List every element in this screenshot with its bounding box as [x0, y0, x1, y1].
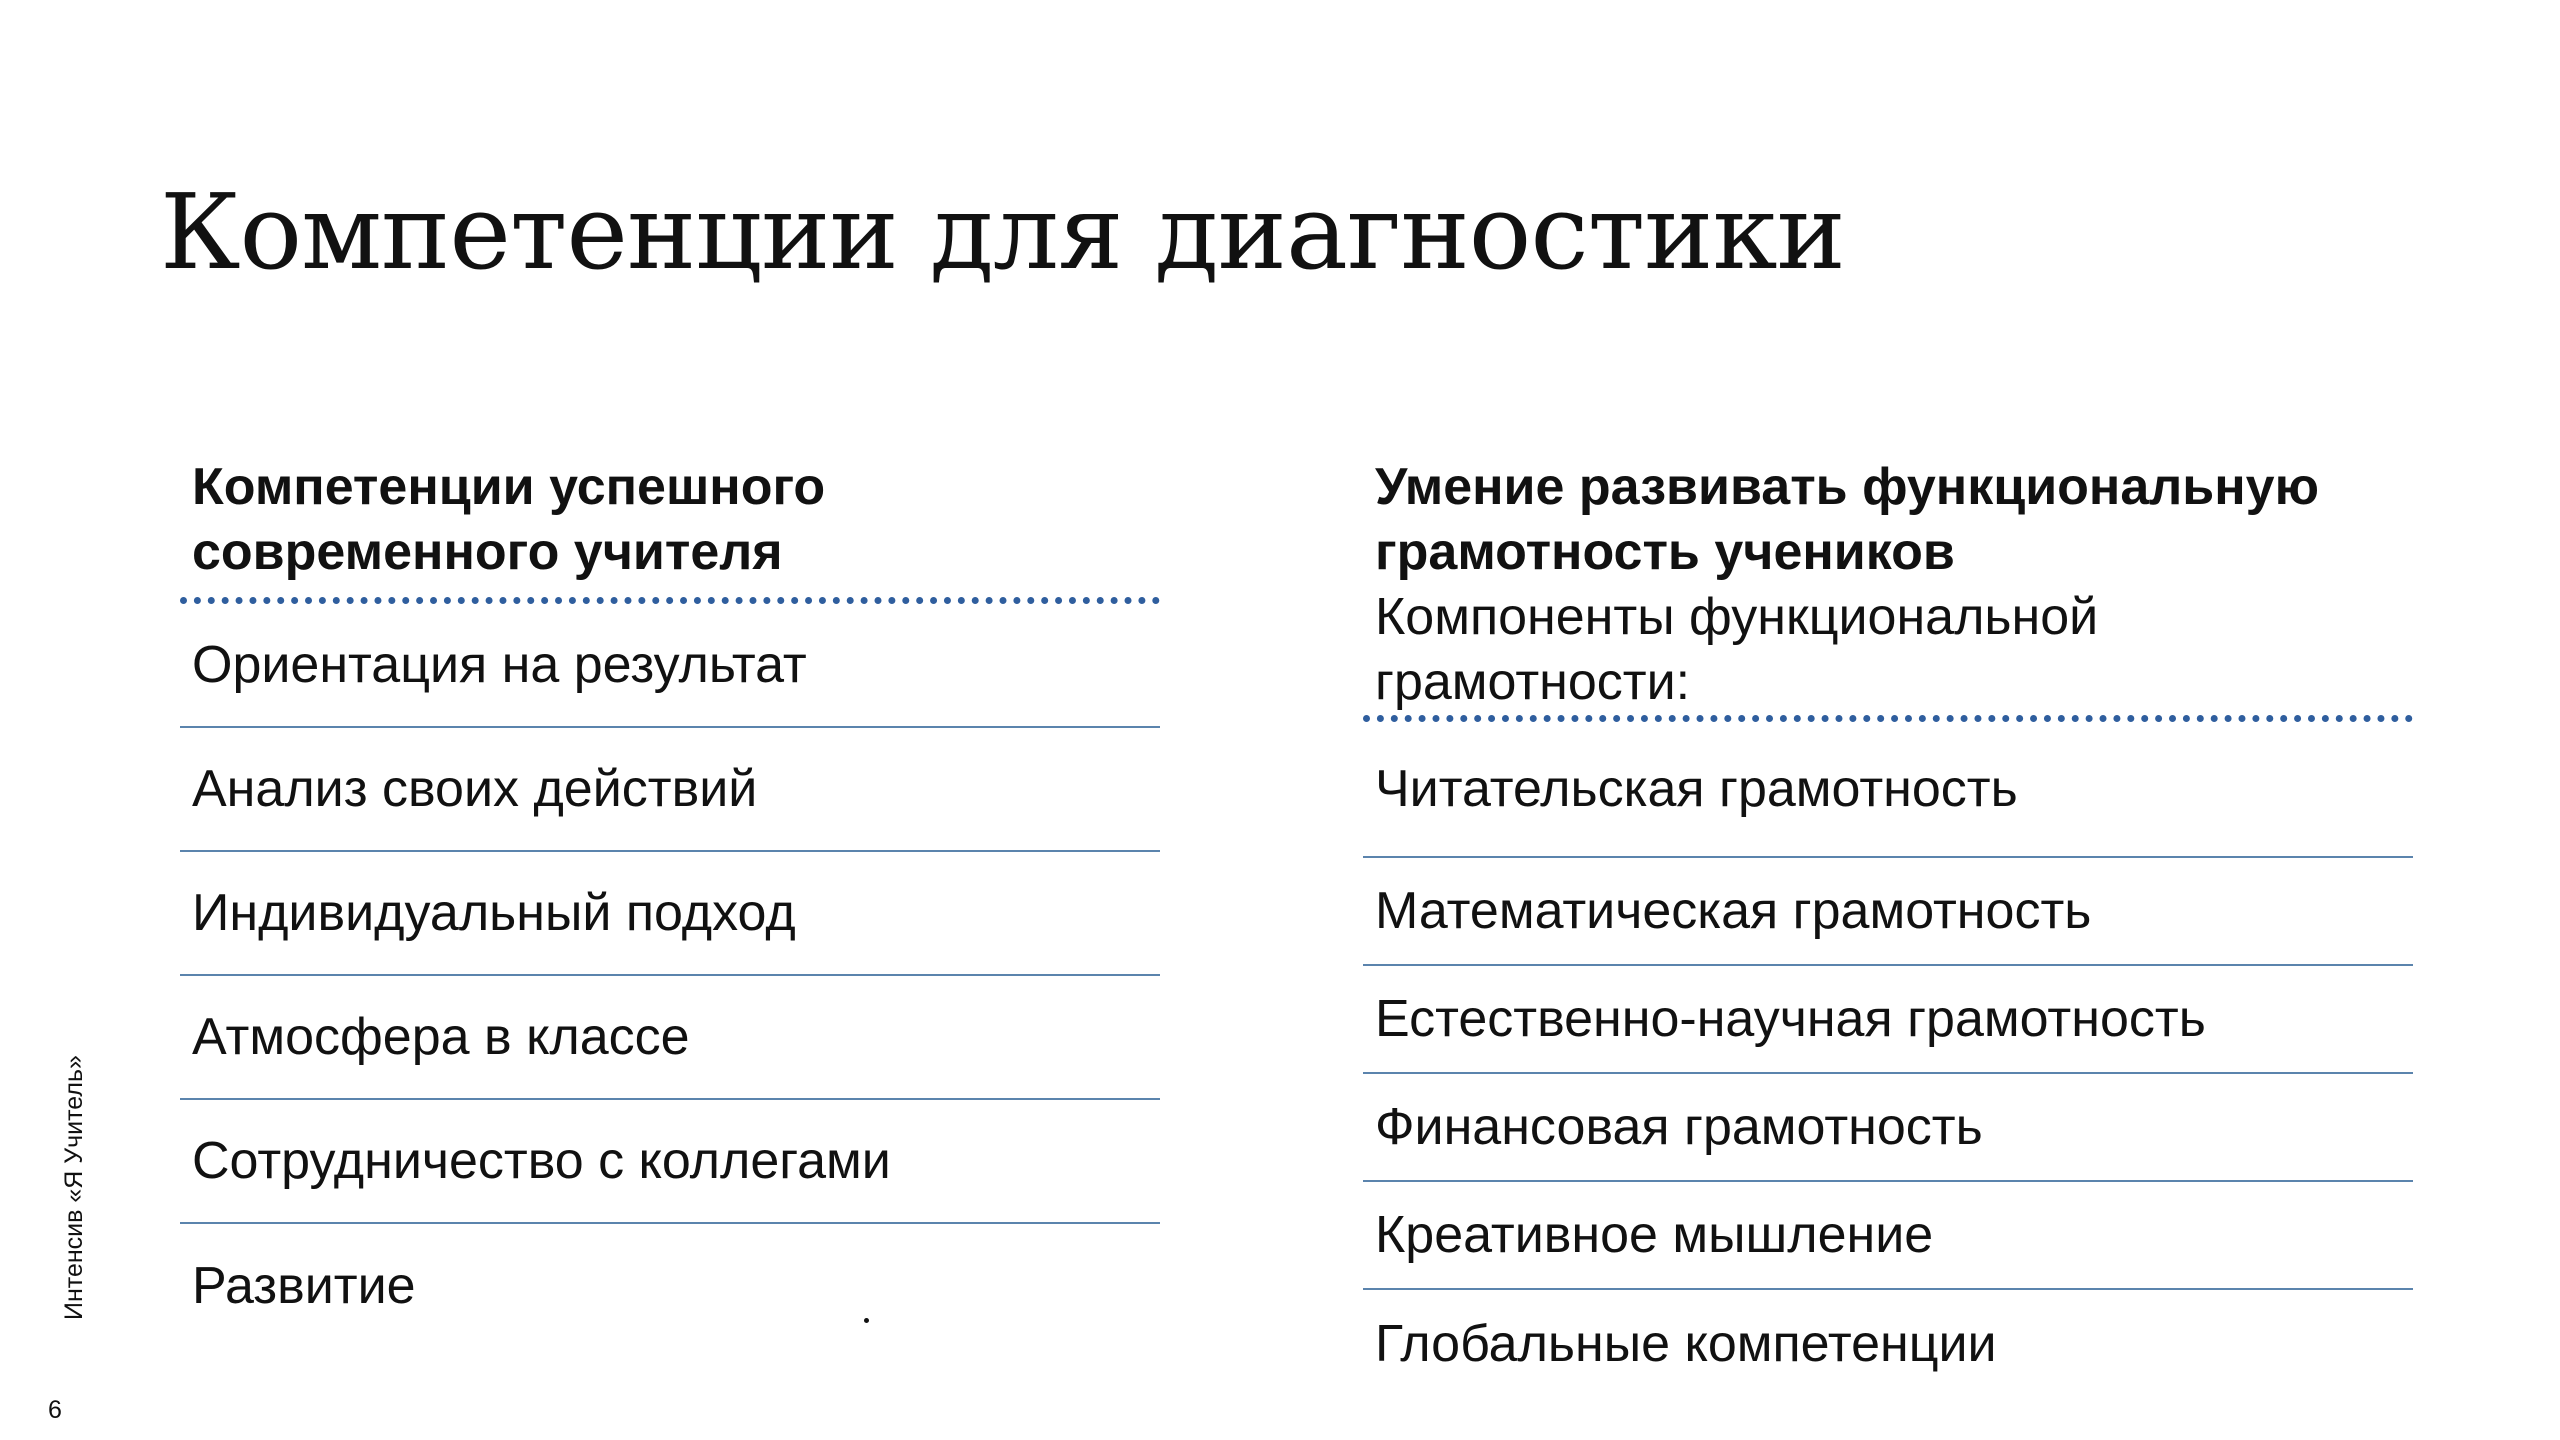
right-literacy-list [1363, 722, 2413, 1398]
left-dotted-divider [180, 597, 1160, 604]
list-item: Математическая грамотность [1363, 858, 2413, 966]
list-item: Ориентация на результат [180, 604, 1160, 728]
list-item: Финансовая грамотность [1363, 1074, 2413, 1182]
right-heading-line2: грамотность учеников [1375, 523, 1955, 581]
side-label: Интенсив «Я Учитель» [60, 1055, 88, 1320]
list-item: Сотрудничество с коллегами [180, 1100, 1160, 1224]
left-column [180, 455, 1160, 1348]
stray-dot [864, 1318, 869, 1323]
right-column [1363, 455, 2413, 1398]
right-heading-line1: Умение развивать функциональную [1375, 458, 2319, 516]
list-item: Развитие [192, 1257, 416, 1315]
left-heading-line2: современного учителя [192, 523, 783, 581]
list-item: Креативное мышление [1363, 1182, 2413, 1290]
left-competency-list [180, 604, 1160, 1348]
right-column-heading [1363, 455, 2413, 715]
list-item: Глобальные компетенции [1375, 1315, 1997, 1373]
list-item: Анализ своих действий [180, 728, 1160, 852]
left-column-heading [180, 455, 1160, 585]
list-item: Читательская грамотность [1363, 722, 2413, 858]
list-item: Атмосфера в классе [180, 976, 1160, 1100]
slide-title: Компетенции для диагностики [160, 171, 1845, 293]
right-dotted-divider [1363, 715, 2413, 722]
list-item: Естественно-научная грамотность [1363, 966, 2413, 1074]
right-subheading-line2: грамотности: [1375, 653, 1691, 711]
page-number: 6 [48, 1396, 62, 1424]
list-item: Индивидуальный подход [180, 852, 1160, 976]
right-subheading-line1: Компоненты функциональной [1375, 588, 2099, 646]
left-heading-line1: Компетенции успешного [192, 458, 826, 516]
